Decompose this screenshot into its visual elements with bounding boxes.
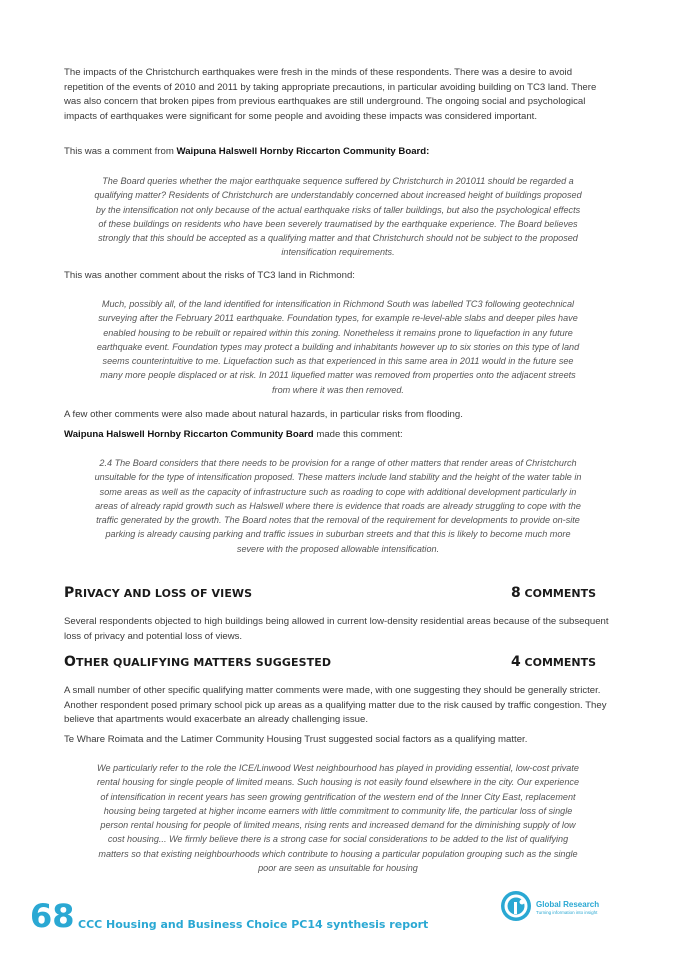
- comment-from-line: [64, 145, 612, 160]
- logo-name: Global Research: [536, 900, 600, 909]
- logo-tagline: Turning information into insight: [536, 910, 598, 915]
- tc3-intro: This was another comment about the risks of TC3 land in Richmond:: [64, 270, 355, 281]
- page-number: 68: [30, 897, 75, 935]
- quote-board-matters: 2.4 The Board considers that there needs to be provision for a range of other matters that render areas of Christchurch unsuitable for the type of intensification proposed. These matters include land stability and the height of the water table in some areas as well as the capacity of infrastructure such as roading to cope with additional development particularly in areas of already rapid growth such as Halswell where there is evidence that roads are already struggling to cope with the traffic generated by the growth. The Board notes that the removal of the requirement for developments to provide on-site parking is already causing parking and traffic issues in suburban streets and that this is likely to become much more severe with the proposed allowable intensification.: [94, 458, 582, 554]
- global-research-logo: [500, 890, 620, 924]
- other-heading: [64, 654, 596, 672]
- report-title: CCC Housing and Business Choice PC14 synthesis report: [78, 918, 429, 931]
- quote-earthquake-board: The Board queries whether the major earthquake sequence suffered by Christchurch in 201011 should be regarded a qualifying matter? Residents of Christchurch are understandably concerned about increased height of buildings proposed by the intensification not only because of the actual earthquake risks of taller buildings, but also the psychological effects of these buildings on residents who have been severely traumatised by the earthquake experience. The Board believes strongly that this should be accepted as a qualifying matter and that Christchurch should not be subject to the proposed intensification requirements.: [94, 176, 582, 258]
- privacy-heading-title: PRIVACY AND LOSS OF VIEWS: [64, 585, 253, 601]
- other-paragraph: A small number of other specific qualifying matter comments were made, with one suggesting they should be generally stricter. Another respondent posed primary school pick up areas as a qualifying matter due to the risk caused by traffic congestion. They believe that apartments would exacerbate an already challenging issue.: [64, 685, 607, 726]
- privacy-heading: [64, 585, 596, 603]
- intro-paragraph: The impacts of the Christchurch earthquakes were fresh in the minds of these respondents. There was a desire to avoid repetition of the events of 2010 and 2011 by taking appropriate precautions, in particular avoiding building on TC3 land. There was also concern that broken pipes from previous earthquakes are still underground. The ongoing social and psychological impacts of earthquakes were significant for some people and avoiding these impacts was considered important.: [64, 67, 597, 122]
- privacy-comment-count: 8 COMMENTS: [510, 585, 596, 601]
- comment-from-org: Waipuna Halswell Hornby Riccarton Community Board:: [176, 146, 430, 157]
- other-heading-title: OTHER QUALIFYING MATTERS SUGGESTED: [64, 654, 332, 670]
- board-suffix: made this comment:: [313, 429, 403, 440]
- social-factors-line: Te Whare Roimata and the Latimer Community Housing Trust suggested social factors as a qualifying matter.: [64, 734, 528, 745]
- hazards-intro: A few other comments were also made about natural hazards, in particular risks from flooding.: [64, 409, 463, 420]
- other-comment-count: 4 COMMENTS: [510, 654, 596, 670]
- privacy-paragraph: Several respondents objected to high buildings being allowed in current low-density residential areas because of the subsequent loss of privacy and potential loss of views.: [64, 616, 609, 642]
- global-research-logo-icon: [500, 890, 532, 922]
- board-org: Waipuna Halswell Hornby Riccarton Community Board: [64, 429, 314, 440]
- quote-tc3-richmond: Much, possibly all, of the land identified for intensification in Richmond South was labelled TC3 following geotechnical surveying after the February 2011 earthquake. Foundation types, for example re-level-able slabs and deeper piles have enabled housing to be rebuilt or repaired within this zoning. Nonetheless it remains prone to liquefaction in any future earthquake event. Foundation types may protect a building and inhabitants however up to six stories on this type of land seems counterintuitive to me. Liquefaction such as that experienced in this same area in 2011 would in the future see many more people displaced or at risk. In 2011 liquefied matter was removed from properties onto the adjacent streets from where it was then removed.: [96, 299, 580, 395]
- quote-social-housing: We particularly refer to the role the ICE/Linwood West neighbourhood has played in providing essential, low-cost private rental housing for single people of limited means. Such housing is not easily found elsewhere in the city. Our experience of intensification in recent years has seen growing gentrification of the western end of the Inner City East, replacement housing being targeted at higher income earners with little commitment to community life, the particular loss of single person rental housing for people of limited means, rising rents and increased demand for the diminishing supply of low cost housing... We firmly believe there is a strong case for social considerations to be added to the list of qualifying matters so that existing neighbourhoods which contribute to housing a particular population grouping such as the single poor are seen as unsuitable for housing: [96, 763, 580, 874]
- board-comment-line: [64, 428, 612, 443]
- comment-from-prefix: This was a comment from: [64, 146, 177, 157]
